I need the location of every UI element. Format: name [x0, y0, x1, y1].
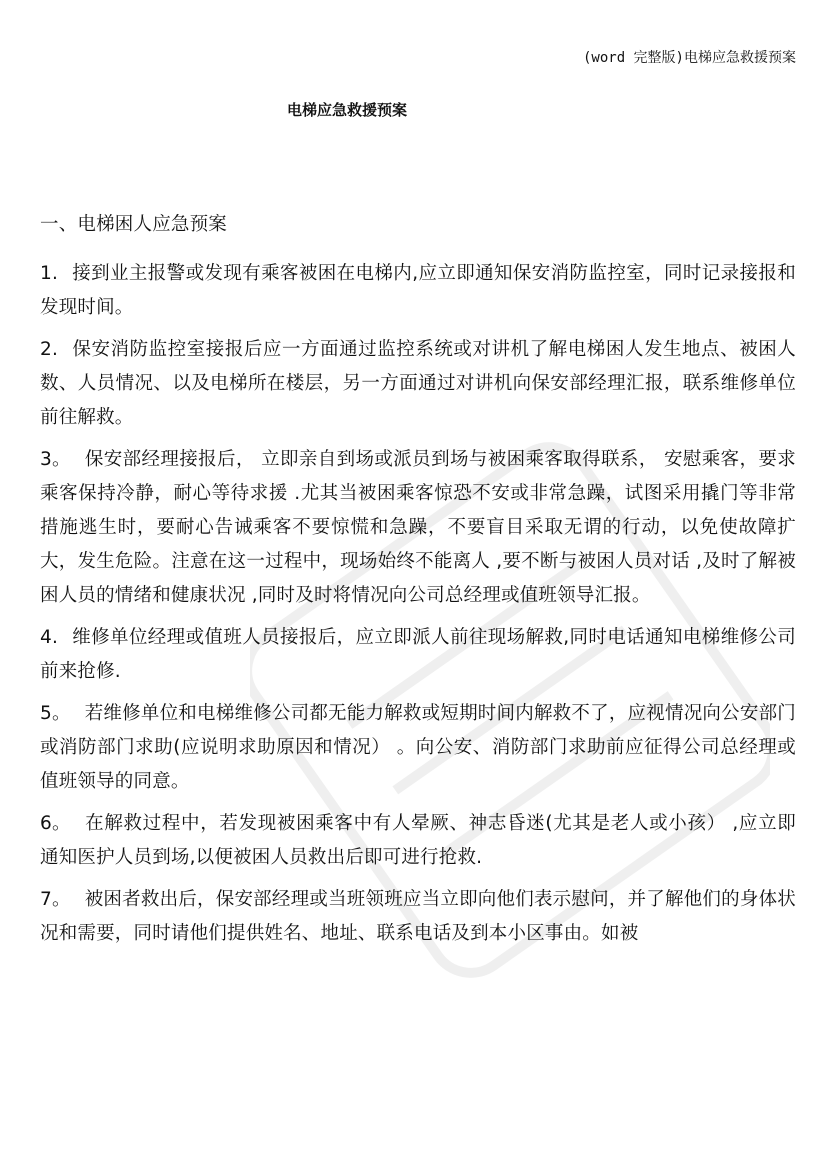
item-text: 保安部经理接报后， 立即亲自到场或派员到场与被困乘客取得联系， 安慰乘客，要求乘客保持冷静，耐心等待求援 .尤其当被困乘客惊恐不安或非常急躁，试图采用撬门等非常措施逃生时，要耐心告诫乘客不要惊慌和急躁，不要盲目采取无谓的行动，以免使故障扩大，发生危险。注意在这一过程中，现场始终不能离人 ,要不断与被困人员对话 ,及时了解被困人员的情绪和健康状况 ,同时及时将情况向公司总经理或值班领导汇报。 [40, 449, 796, 606]
item-text: 保安消防监控室接报后应一方面通过监控系统或对讲机了解电梯困人发生地点、被困人数、人员情况、以及电梯所在楼层，另一方面通过对讲机向保安部经理汇报，联系维修单位前往解救。 [40, 339, 796, 428]
item-text: 维修单位经理或值班人员接报后，应立即派人前往现场解救,同时电话通知电梯维修公司前来抢修. [40, 627, 796, 682]
item-number: 7。 [40, 889, 71, 910]
list-item [40, 883, 796, 951]
item-number: 6。 [40, 813, 71, 834]
list-item [40, 333, 796, 435]
list-item [40, 697, 796, 799]
item-number: 3。 [40, 449, 71, 470]
list-item [40, 807, 796, 875]
section-heading: 一、电梯困人应急预案 [40, 214, 228, 235]
item-text: 被困者救出后，保安部经理或当班领班应当立即向他们表示慰问，并了解他们的身体状况和需要，同时请他们提供姓名、地址、联系电话及到本小区事由。如被 [40, 889, 796, 944]
item-number: 2. [40, 339, 59, 360]
item-text: 在解救过程中，若发现被困乘客中有人晕厥、神志昏迷(尤其是老人或小孩） ,应立即通知医护人员到场,以便被困人员救出后即可进行抢救. [40, 813, 796, 868]
list-item [40, 257, 796, 325]
item-number: 4. [40, 627, 59, 648]
document-title: 电梯应急救援预案 [287, 101, 408, 119]
list-item [40, 443, 796, 613]
item-text: 接到业主报警或发现有乘客被困在电梯内,应立即通知保安消防监控室，同时记录接报和发现时间。 [40, 263, 796, 318]
list-item [40, 621, 796, 689]
item-text: 若维修单位和电梯维修公司都无能力解救或短期时间内解救不了，应视情况向公安部门或消防部门求助(应说明求助原因和情况） 。向公安、消防部门求助前应征得公司总经理或值班领导的同意。 [40, 703, 796, 792]
item-number: 5。 [40, 703, 71, 724]
running-head: (word 完整版)电梯应急救援预案 [582, 50, 796, 66]
item-number: 1. [40, 263, 59, 284]
document-body [40, 205, 796, 959]
